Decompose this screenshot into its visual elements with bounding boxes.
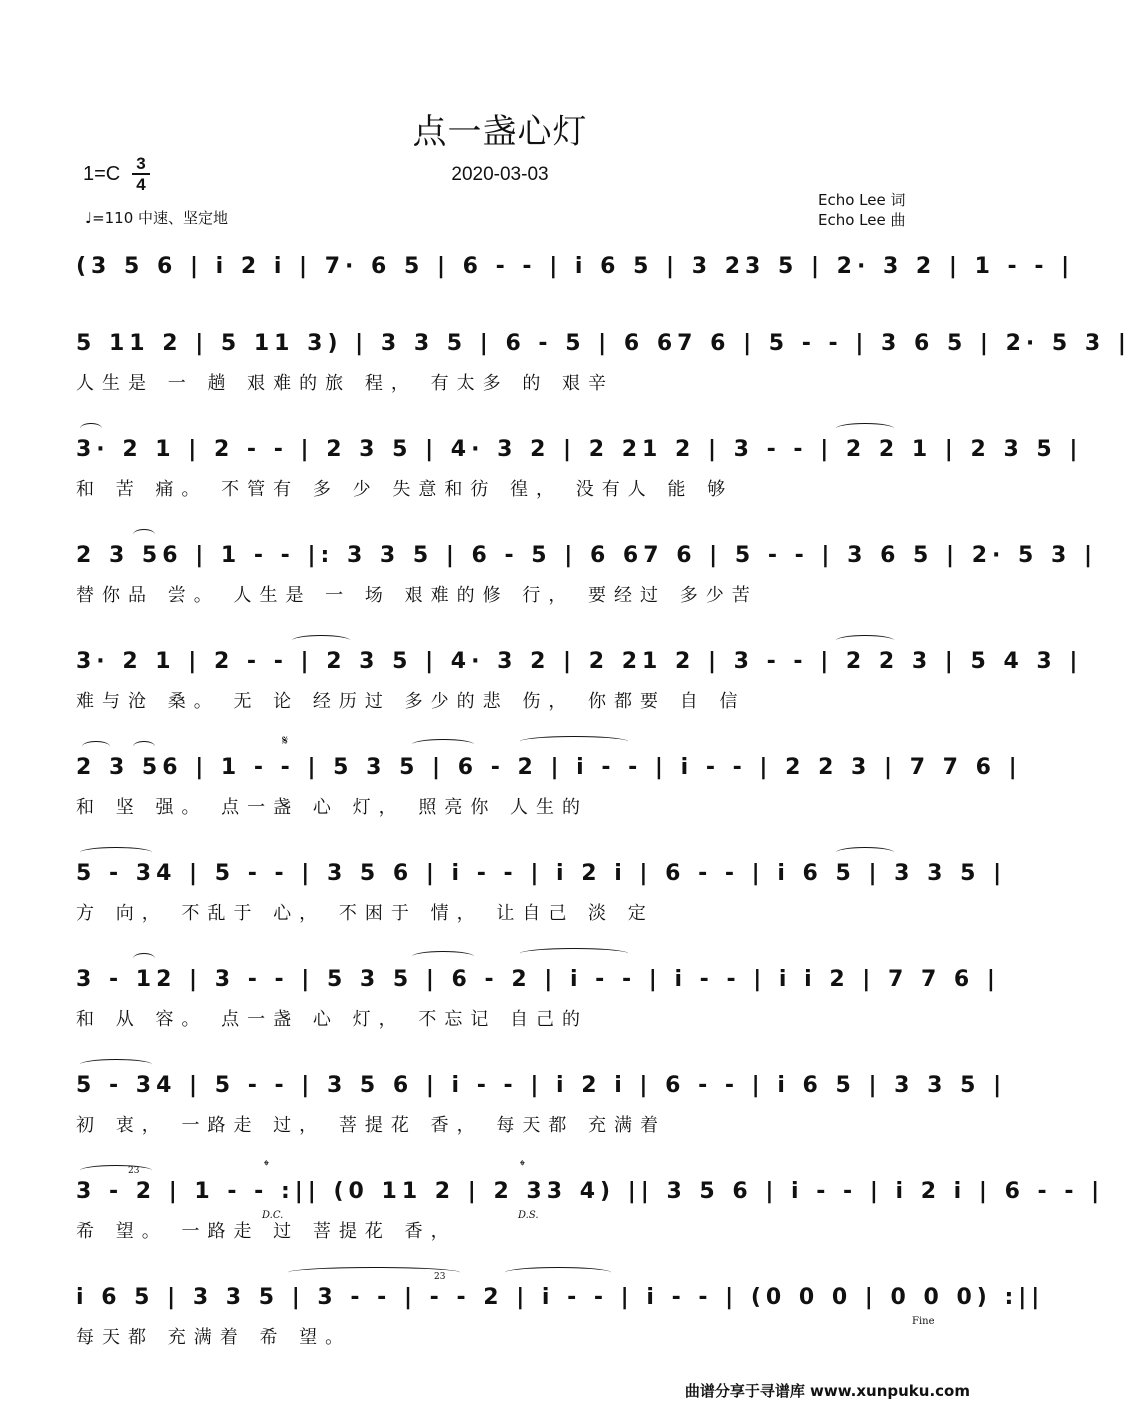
- notation-row-3: [76, 432, 1083, 472]
- tempo-marking: ♩=110 中速、坚定地: [85, 209, 229, 227]
- lyricist-credit: Echo Lee 词: [818, 191, 906, 209]
- lyric-row-3: 和 苦 痛。 不管有 多 少 失意和彷 徨， 没有人 能 够: [76, 479, 734, 500]
- key-signature: 1=C: [83, 163, 121, 185]
- slur: [520, 736, 628, 747]
- notes: 2 3 56 | 1 - - | 5 3 5 | 6 - 2 | i - - | i - - | 2 2 3 | 7 7 6 |: [76, 755, 1022, 780]
- notation-row-8: [76, 962, 1000, 1002]
- notes: 3· 2 1 | 2 - - | 2 3 5 | 4· 3 2 | 2 21 2 | 3 - - | 2 2 1 | 2 3 5 |: [76, 437, 1083, 462]
- slur: [80, 1165, 152, 1176]
- notation-row-11: [76, 1280, 1045, 1320]
- notation-row-4: [76, 538, 1097, 578]
- slur: [505, 1267, 611, 1278]
- notation-row-1: [76, 249, 1075, 289]
- notation-row-10: [76, 1174, 1105, 1214]
- notes: 2 3 56 | 1 - - |: 3 3 5 | 6 - 5 | 6 67 6 | 5 - - | 3 6 5 | 2· 5 3 |: [76, 543, 1097, 568]
- lyric-row-8: 和 从 容。 点一盏 心 灯， 不忘记 自己的: [76, 1009, 589, 1030]
- lyric-row-5: 难与沧 桑。 无 论 经历过 多少的悲 伤， 你都要 自 信: [76, 691, 746, 712]
- slur: [82, 741, 110, 752]
- song-title: 点一盏心灯: [412, 112, 588, 152]
- grace-notes: 23: [128, 1166, 140, 1176]
- date: 2020-03-03: [451, 164, 549, 185]
- slur: [133, 953, 155, 964]
- coda-icon: 𝄌: [520, 1158, 525, 1174]
- time-sig-top: 3: [136, 154, 146, 173]
- time-signature: [132, 154, 150, 194]
- notes: 3· 2 1 | 2 - - | 2 3 5 | 4· 3 2 | 2 21 2 | 3 - - | 2 2 3 | 5 4 3 |: [76, 649, 1083, 674]
- lyric-row-9: 初 衷， 一路走 过， 菩提花 香， 每天都 充满着: [76, 1115, 667, 1136]
- composer-credit: Echo Lee 曲: [818, 211, 906, 229]
- dc-mark: D.C.: [262, 1210, 284, 1221]
- lyric-row-2: 人生是 一 趟 艰难的旅 程， 有太多 的 艰辛: [76, 373, 615, 394]
- slur: [292, 635, 350, 646]
- lyric-row-11: 每天都 充满着 希 望。: [76, 1327, 352, 1348]
- notes: (3 5 6 | i 2 i | 7· 6 5 | 6 - - | i 6 5 | 3 23 5 | 2· 3 2 | 1 - - |: [76, 254, 1075, 279]
- notation-row-7: [76, 856, 1007, 896]
- footer-source: 曲谱分享于寻谱库 www.xunpuku.com: [684, 1382, 970, 1400]
- slur: [412, 739, 474, 750]
- notation-row-6: [76, 750, 1022, 790]
- notes: 5 - 34 | 5 - - | 3 5 6 | i - - | i 2 i | 6 - - | i 6 5 | 3 3 5 |: [76, 861, 1007, 886]
- slur: [836, 423, 894, 434]
- time-sig-bottom: 4: [132, 173, 150, 194]
- notes: 5 - 34 | 5 - - | 3 5 6 | i - - | i 2 i | 6 - - | i 6 5 | 3 3 5 |: [76, 1073, 1007, 1098]
- lyric-row-6: 和 坚 强。 点一盏 心 灯， 照亮你 人生的: [76, 797, 589, 818]
- slur: [133, 529, 155, 540]
- lyric-row-10: 希 望。 一路走 过 菩提花 香，: [76, 1221, 457, 1242]
- notes: 5 11 2 | 5 11 3) | 3 3 5 | 6 - 5 | 6 67 6 | 5 - - | 3 6 5 | 2· 5 3 |: [76, 331, 1131, 356]
- notation-row-5: [76, 644, 1083, 684]
- fine-mark: Fine: [912, 1316, 935, 1327]
- slur: [520, 948, 628, 959]
- notes: 3 - 12 | 3 - - | 5 3 5 | 6 - 2 | i - - | i - - | i i 2 | 7 7 6 |: [76, 967, 1000, 992]
- notation-row-2: [76, 326, 1131, 366]
- slur: [133, 741, 155, 752]
- slur: [80, 1059, 152, 1070]
- notes: 3 - 2 | 1 - - :|| (0 11 2 | 2 33 4) || 3 5 6 | i - - | i 2 i | 6 - - |: [76, 1179, 1105, 1204]
- notes: i 6 5 | 3 3 5 | 3 - - | - - 2 | i - - | i - - | (0 0 0 | 0 0 0) :||: [76, 1285, 1045, 1310]
- slur: [836, 635, 894, 646]
- lyric-row-4: 替你品 尝。 人生是 一 场 艰难的修 行， 要经过 多少苦: [76, 585, 758, 606]
- slur: [836, 847, 894, 858]
- slur: [412, 951, 474, 962]
- grace-notes: 23: [434, 1272, 446, 1282]
- slur: [80, 847, 152, 858]
- ds-mark: D.S.: [518, 1210, 539, 1221]
- coda-icon: 𝄌: [264, 1158, 269, 1174]
- lyric-row-7: 方 向， 不乱于 心， 不困于 情， 让自己 淡 定: [76, 903, 654, 924]
- segno-icon: 𝄋: [282, 733, 289, 749]
- slur: [80, 423, 102, 434]
- notation-row-9: [76, 1068, 1007, 1108]
